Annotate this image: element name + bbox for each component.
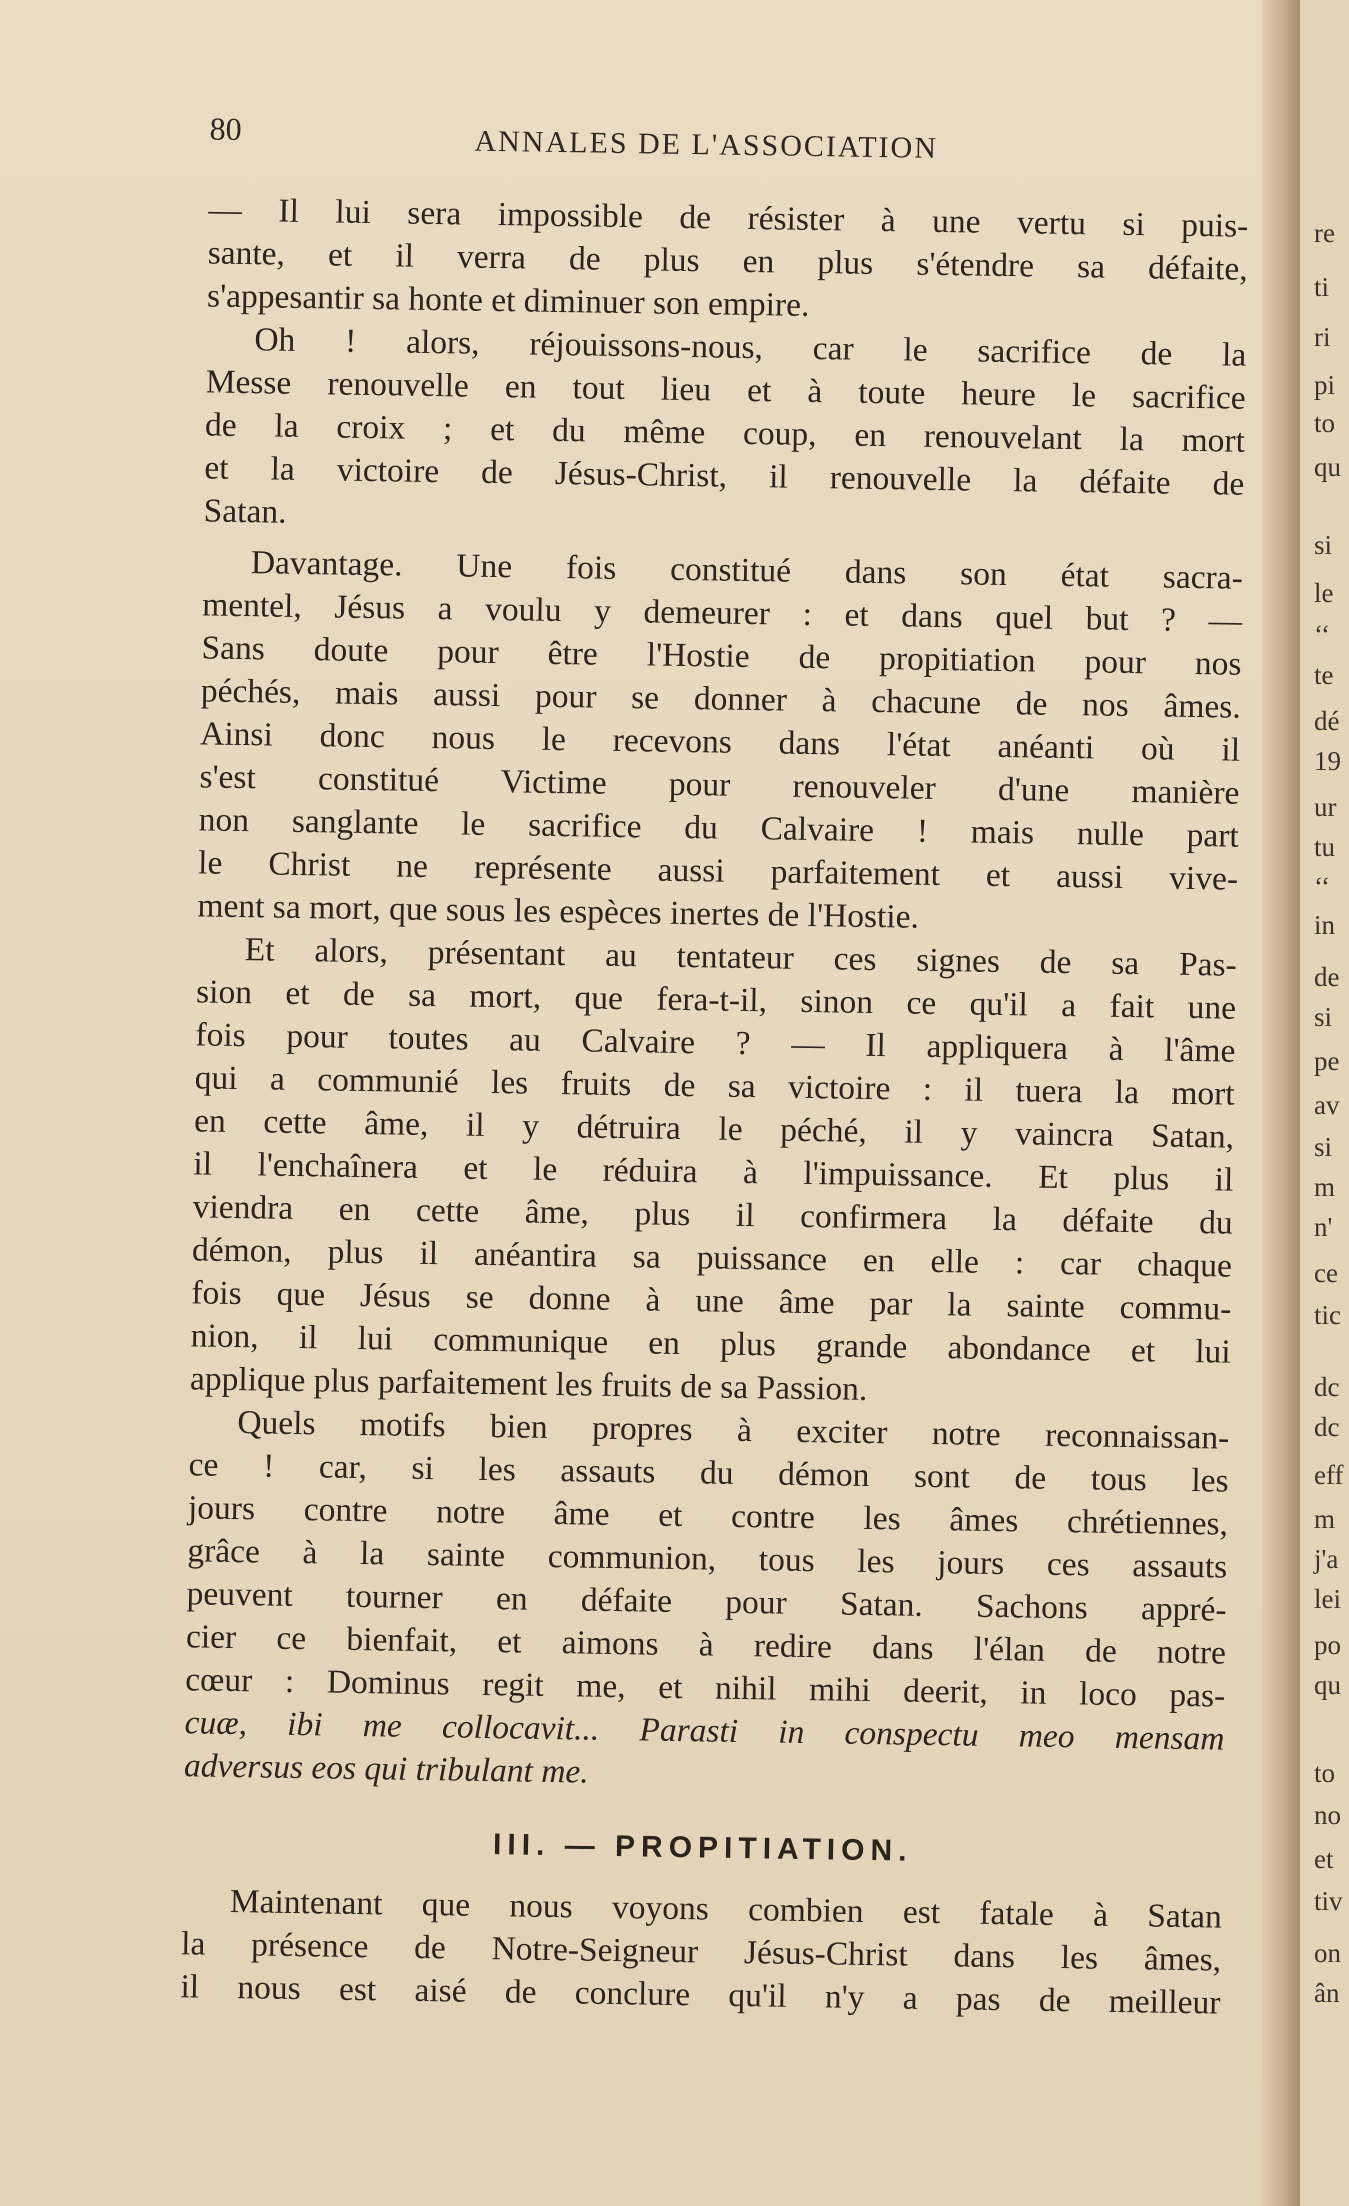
text-line: Sans doute pour être l'Hostie de propitiation pour nos <box>201 629 1242 683</box>
facing-page-fragment: pi <box>1314 370 1336 400</box>
text-line: et la victoire de Jésus-Christ, il renouvelle la défaite de <box>204 449 1245 503</box>
text-line: ment sa mort, que sous les espèces inertes de l'Hostie. <box>197 887 920 936</box>
facing-page-fragment: no <box>1314 1800 1341 1830</box>
facing-page-fragment: dc <box>1314 1412 1340 1442</box>
facing-page-fragment: te <box>1314 660 1334 690</box>
text-line: fois pour toutes au Calvaire ? — Il appliquera à l'âme <box>195 1016 1236 1070</box>
facing-page-fragment: to <box>1314 1758 1336 1788</box>
facing-page-fragment: re <box>1314 218 1335 248</box>
facing-page-fragment: ‘‘ <box>1314 872 1330 902</box>
text-line: cœur : Dominus regit me, et nihil mihi deerit, in loco pas- <box>185 1661 1226 1715</box>
text-line: nion, il lui communique en plus grande abondance et lui <box>190 1317 1231 1371</box>
facing-page-fragment: m <box>1314 1504 1336 1534</box>
facing-page-fragment: on <box>1314 1938 1341 1968</box>
text-line: Messe renouvelle en tout lieu et à toute heure le sacrifice <box>205 363 1246 417</box>
text-line: grâce à la sainte communion, tous les jours ces assauts <box>187 1532 1228 1586</box>
text-line: sion et de sa mort, que fera-t-il, sinon ce qu'il a fait une <box>195 973 1237 1027</box>
facing-page-fragment: eff <box>1314 1460 1344 1490</box>
facing-page-fragment: qu <box>1314 452 1341 482</box>
facing-page-fragment: dc <box>1314 1372 1340 1402</box>
facing-page-fragment: lei <box>1314 1584 1341 1614</box>
facing-page-fragment: ur <box>1314 792 1337 822</box>
text-line: adversus eos qui tribulant me. <box>183 1747 589 1791</box>
facing-page-fragment: pe <box>1314 1046 1340 1076</box>
text-line: fois que Jésus se donne à une âme par la sainte commu- <box>191 1274 1232 1328</box>
facing-page-fragment: tu <box>1314 832 1336 862</box>
facing-page-fragment: in <box>1314 910 1336 940</box>
text-line: le Christ ne représente aussi parfaitement et aussi vive- <box>197 844 1239 898</box>
text-line: cier ce bienfait, et aimons à redire dans l'élan de notre <box>185 1618 1227 1672</box>
facing-page-fragment: ce <box>1314 1258 1338 1288</box>
text-line: non sanglante le sacrifice du Calvaire ! mais nulle part <box>198 801 1240 855</box>
page-gutter <box>1262 0 1300 2206</box>
facing-page-fragment: 19 <box>1314 746 1341 776</box>
facing-page-fragment: si <box>1314 530 1333 560</box>
text-line: s'est constitué Victime pour renouveler d'une manière <box>199 758 1240 812</box>
facing-page-fragment: to <box>1314 408 1336 438</box>
text-line: la présence de Notre-Seigneur Jésus-Christ dans les âmes, <box>180 1925 1222 1979</box>
facing-page-fragment: ân <box>1314 1978 1340 2008</box>
text-line: en cette âme, il y détruira le péché, il y vaincra Satan, <box>193 1102 1235 1156</box>
facing-page-fragment: tiv <box>1314 1886 1343 1916</box>
text-line: — Il lui sera impossible de résister à une vertu si puis- <box>208 191 1249 245</box>
text-line: il l'enchaînera et le réduira à l'impuissance. Et plus il <box>193 1145 1234 1199</box>
facing-page-fragment: ti <box>1314 272 1330 302</box>
text-line: s'appesantir sa honte et diminuer son empire. <box>206 277 810 324</box>
facing-page-fragment: po <box>1314 1630 1341 1660</box>
text-line: Satan. <box>203 492 287 531</box>
text-line: ce ! car, si les assauts du démon sont de tous les <box>188 1446 1229 1500</box>
facing-page-fragment: m <box>1314 1172 1336 1202</box>
facing-page-fragment: et <box>1314 1844 1334 1874</box>
facing-page-fragment: av <box>1314 1090 1340 1120</box>
facing-page-fragment: si <box>1314 1002 1333 1032</box>
text-line: de la croix ; et du même coup, en renouvelant la mort <box>204 406 1246 460</box>
text-line: sante, et il verra de plus en plus s'étendre sa défaite, <box>207 234 1248 288</box>
facing-page-fragment: de <box>1314 962 1340 992</box>
text-line: Et alors, présentant au tentateur ces signes de sa Pas- <box>244 931 1237 984</box>
text-line: viendra en cette âme, plus il confirmera la défaite du <box>192 1188 1233 1242</box>
text-line: jours contre notre âme et contre les âmes chrétiennes, <box>187 1489 1229 1543</box>
text-line: Quels motifs bien propres à exciter notre reconnaissan- <box>237 1404 1230 1457</box>
text-line: démon, plus il anéantira sa puissance en elle : car chaque <box>191 1231 1233 1285</box>
text-line: il nous est aisé de conclure qu'il n'y a pas de meilleur <box>180 1968 1221 2022</box>
facing-page-fragment: si <box>1314 1132 1333 1162</box>
text-line: applique plus parfaitement les fruits de sa Passion. <box>189 1360 868 1408</box>
text-line: Ainsi donc nous le recevons dans l'état anéanti où il <box>199 715 1241 769</box>
facing-page-fragment: tic <box>1314 1300 1341 1330</box>
text-line: péchés, mais aussi pour se donner à chacune de nos âmes. <box>200 672 1242 726</box>
facing-page-fragment: dé <box>1314 706 1340 736</box>
facing-page-fragment: le <box>1314 578 1334 608</box>
text-line: qui a communié les fruits de sa victoire : il tuera la mort <box>194 1059 1235 1113</box>
page-content <box>148 110 1270 2187</box>
facing-page-fragment: qu <box>1314 1670 1341 1700</box>
running-title: ANNALES DE L'ASSOCIATION <box>474 124 939 165</box>
facing-page-fragment: j'a <box>1314 1544 1339 1574</box>
facing-page-edge <box>1300 0 1349 2206</box>
facing-page-fragment: ‘‘ <box>1314 620 1330 650</box>
text-line: mentel, Jésus a voulu y demeurer : et dans quel but ? — <box>201 586 1243 640</box>
facing-page-fragment: n' <box>1314 1212 1333 1242</box>
text-line: Maintenant que nous voyons combien est fatale à Satan <box>229 1883 1223 1936</box>
section-heading: III. — PROPITIATION. <box>492 1828 913 1868</box>
facing-page-fragment: ri <box>1314 322 1331 352</box>
text-line: cuæ, ibi me collocavit... Parasti in conspectu meo mensam <box>184 1704 1225 1758</box>
text-line: Oh ! alors, réjouissons-nous, car le sacrifice de la <box>254 321 1247 374</box>
text-line: peuvent tourner en défaite pour Satan. Sachons appré- <box>186 1575 1227 1629</box>
body-text <box>180 188 1248 2024</box>
page-header <box>179 110 1270 177</box>
page-number: 80 <box>209 110 242 147</box>
text-line: Davantage. Une fois constitué dans son état sacra- <box>250 544 1244 597</box>
